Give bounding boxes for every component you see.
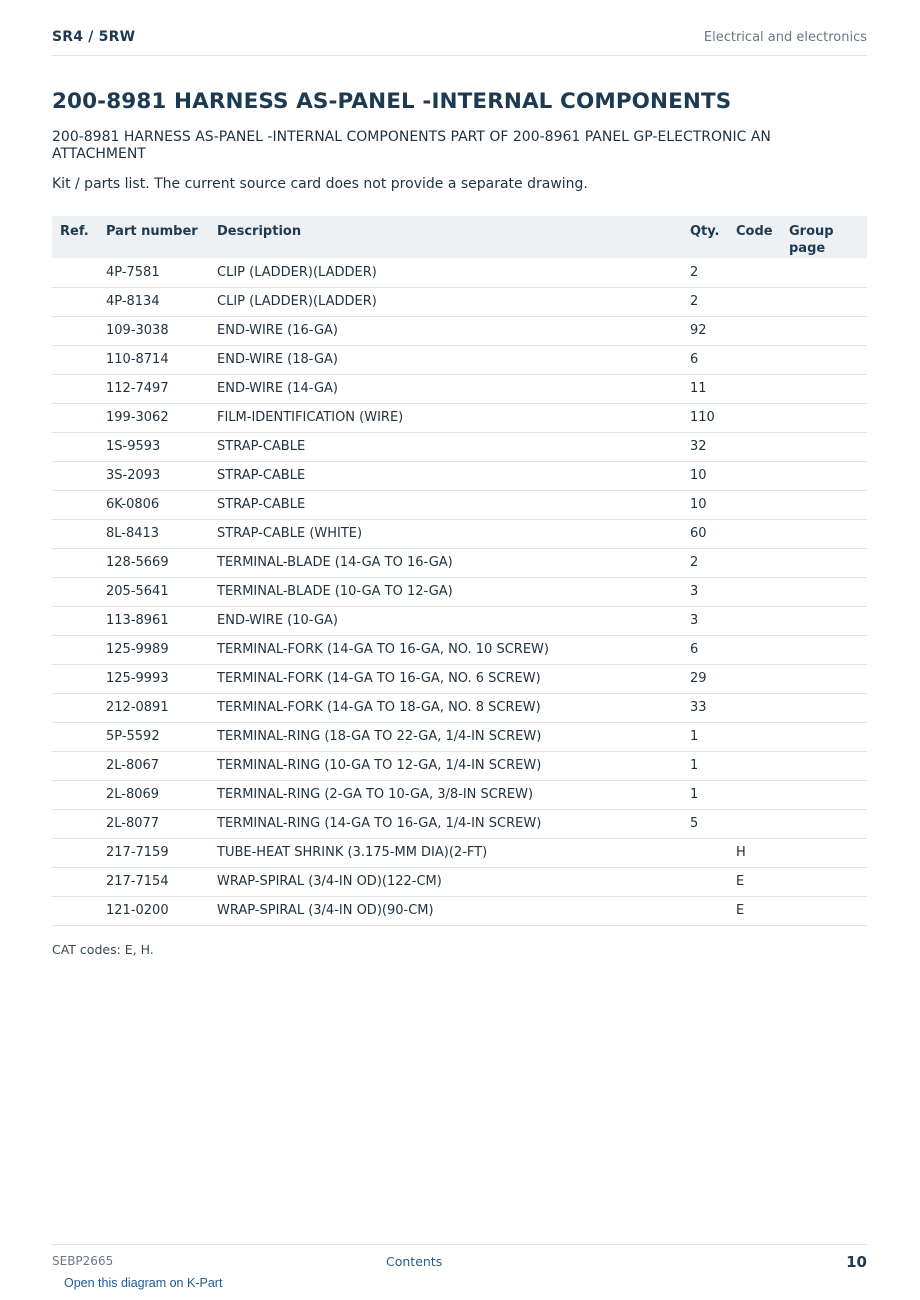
code-cell xyxy=(728,751,781,780)
ref-cell xyxy=(52,548,98,577)
ref-cell xyxy=(52,664,98,693)
table-row xyxy=(52,606,867,635)
page-footer xyxy=(52,1244,867,1275)
part-number-cell: 2L-8067 xyxy=(98,751,209,780)
code-cell xyxy=(728,693,781,722)
description-cell: STRAP-CABLE (WHITE) xyxy=(209,519,682,548)
code-cell xyxy=(728,432,781,461)
table-row xyxy=(52,635,867,664)
table-row xyxy=(52,548,867,577)
description-cell: END-WIRE (10-GA) xyxy=(209,606,682,635)
qty-cell: 110 xyxy=(682,403,728,432)
ref-cell xyxy=(52,490,98,519)
code-cell xyxy=(728,345,781,374)
group-page-cell xyxy=(781,374,867,403)
group-page-cell xyxy=(781,722,867,751)
table-row xyxy=(52,664,867,693)
part-number-cell: 109-3038 xyxy=(98,316,209,345)
code-cell xyxy=(728,258,781,287)
group-page-cell xyxy=(781,403,867,432)
code-cell xyxy=(728,722,781,751)
qty-cell: 6 xyxy=(682,635,728,664)
table-row xyxy=(52,374,867,403)
table-row xyxy=(52,258,867,287)
code-cell xyxy=(728,664,781,693)
group-page-cell xyxy=(781,258,867,287)
col-header-description: Description xyxy=(217,224,302,239)
part-number-cell: 2L-8069 xyxy=(98,780,209,809)
model-label: SR4 / 5RW xyxy=(52,29,136,45)
table-row xyxy=(52,722,867,751)
qty-cell: 2 xyxy=(682,287,728,316)
description-cell: END-WIRE (18-GA) xyxy=(209,345,682,374)
group-page-cell xyxy=(781,316,867,345)
group-page-cell xyxy=(781,461,867,490)
table-row xyxy=(52,693,867,722)
description-cell: WRAP-SPIRAL (3/4-IN OD)(90-CM) xyxy=(209,896,682,925)
open-kpart-link[interactable]: Open this diagram on K-Part xyxy=(64,1276,223,1290)
qty-cell: 6 xyxy=(682,345,728,374)
part-number-cell: 112-7497 xyxy=(98,374,209,403)
qty-cell: 1 xyxy=(682,722,728,751)
qty-cell: 3 xyxy=(682,577,728,606)
group-page-cell xyxy=(781,577,867,606)
part-number-cell: 3S-2093 xyxy=(98,461,209,490)
code-cell: E xyxy=(728,867,781,896)
table-row xyxy=(52,432,867,461)
part-number-cell: 199-3062 xyxy=(98,403,209,432)
code-cell xyxy=(728,490,781,519)
group-page-cell xyxy=(781,519,867,548)
table-row xyxy=(52,867,867,896)
group-page-cell xyxy=(781,345,867,374)
part-number-cell: 205-5641 xyxy=(98,577,209,606)
description-cell: TERMINAL-BLADE (14-GA TO 16-GA) xyxy=(209,548,682,577)
group-page-cell xyxy=(781,867,867,896)
code-cell xyxy=(728,780,781,809)
group-page-cell xyxy=(781,693,867,722)
part-number-cell: 110-8714 xyxy=(98,345,209,374)
part-number-cell: 217-7159 xyxy=(98,838,209,867)
parts-table xyxy=(52,216,867,926)
ref-cell xyxy=(52,896,98,925)
qty-cell: 32 xyxy=(682,432,728,461)
table-row xyxy=(52,403,867,432)
part-number-cell: 2L-8077 xyxy=(98,809,209,838)
page-header xyxy=(52,28,867,56)
ref-cell xyxy=(52,258,98,287)
ref-cell xyxy=(52,693,98,722)
qty-cell xyxy=(682,867,728,896)
parts-table-body xyxy=(52,258,867,925)
ref-cell xyxy=(52,722,98,751)
description-cell: STRAP-CABLE xyxy=(209,461,682,490)
group-page-cell xyxy=(781,548,867,577)
group-page-cell xyxy=(781,896,867,925)
ref-cell xyxy=(52,432,98,461)
group-page-cell xyxy=(781,780,867,809)
part-number-cell: 8L-8413 xyxy=(98,519,209,548)
group-page-cell xyxy=(781,490,867,519)
description-cell: TERMINAL-RING (2-GA TO 10-GA, 3/8-IN SCREW) xyxy=(209,780,682,809)
col-header-qty: Qty. xyxy=(690,224,720,239)
group-page-cell xyxy=(781,635,867,664)
ref-cell xyxy=(52,287,98,316)
document-id: SEBP2665 xyxy=(52,1254,114,1268)
table-row xyxy=(52,809,867,838)
code-cell: H xyxy=(728,838,781,867)
code-cell xyxy=(728,548,781,577)
description-cell: TERMINAL-FORK (14-GA TO 16-GA, NO. 6 SCREW) xyxy=(209,664,682,693)
group-page-cell xyxy=(781,432,867,461)
ref-cell xyxy=(52,838,98,867)
contents-link[interactable]: Contents xyxy=(386,1254,443,1269)
description-cell: CLIP (LADDER)(LADDER) xyxy=(209,287,682,316)
part-number-cell: 5P-5592 xyxy=(98,722,209,751)
col-header-ref: Ref. xyxy=(60,224,89,239)
source-note: Kit / parts list. The current source card does not provide a separate drawing. xyxy=(52,176,588,192)
description-cell: TERMINAL-RING (18-GA TO 22-GA, 1/4-IN SCREW) xyxy=(209,722,682,751)
code-cell xyxy=(728,577,781,606)
qty-cell: 10 xyxy=(682,461,728,490)
ref-cell xyxy=(52,461,98,490)
description-cell: TERMINAL-RING (14-GA TO 16-GA, 1/4-IN SCREW) xyxy=(209,809,682,838)
qty-cell: 3 xyxy=(682,606,728,635)
qty-cell: 29 xyxy=(682,664,728,693)
table-row xyxy=(52,287,867,316)
ref-cell xyxy=(52,867,98,896)
part-number-cell: 212-0891 xyxy=(98,693,209,722)
qty-cell: 2 xyxy=(682,548,728,577)
code-cell: E xyxy=(728,896,781,925)
qty-cell: 1 xyxy=(682,780,728,809)
code-cell xyxy=(728,374,781,403)
part-number-cell: 125-9989 xyxy=(98,635,209,664)
ref-cell xyxy=(52,780,98,809)
group-page-cell xyxy=(781,606,867,635)
part-number-cell: 4P-8134 xyxy=(98,287,209,316)
code-cell xyxy=(728,519,781,548)
code-cell xyxy=(728,403,781,432)
ref-cell xyxy=(52,635,98,664)
part-number-cell: 128-5669 xyxy=(98,548,209,577)
group-page-cell xyxy=(781,809,867,838)
page-subtitle: 200-8981 HARNESS AS-PANEL -INTERNAL COMPONENTS PART OF 200-8961 PANEL GP-ELECTRONIC AN ATTACHMENT xyxy=(52,129,771,162)
col-header-group-page: Group page xyxy=(789,224,834,256)
code-cell xyxy=(728,461,781,490)
code-cell xyxy=(728,606,781,635)
part-number-cell: 113-8961 xyxy=(98,606,209,635)
description-cell: TUBE-HEAT SHRINK (3.175-MM DIA)(2-FT) xyxy=(209,838,682,867)
description-cell: WRAP-SPIRAL (3/4-IN OD)(122-CM) xyxy=(209,867,682,896)
description-cell: TERMINAL-FORK (14-GA TO 16-GA, NO. 10 SCREW) xyxy=(209,635,682,664)
ref-cell xyxy=(52,606,98,635)
description-cell: TERMINAL-FORK (14-GA TO 18-GA, NO. 8 SCREW) xyxy=(209,693,682,722)
page-title: 200-8981 HARNESS AS-PANEL -INTERNAL COMPONENTS xyxy=(52,89,732,114)
section-label: Electrical and electronics xyxy=(703,30,867,45)
table-row xyxy=(52,519,867,548)
ref-cell xyxy=(52,316,98,345)
part-number-cell: 121-0200 xyxy=(98,896,209,925)
cat-codes-note: CAT codes: E, H. xyxy=(52,942,154,957)
code-cell xyxy=(728,635,781,664)
ref-cell xyxy=(52,403,98,432)
part-number-cell: 4P-7581 xyxy=(98,258,209,287)
table-row xyxy=(52,838,867,867)
table-row xyxy=(52,345,867,374)
description-cell: CLIP (LADDER)(LADDER) xyxy=(209,258,682,287)
description-cell: STRAP-CABLE xyxy=(209,432,682,461)
code-cell xyxy=(728,287,781,316)
part-number-cell: 217-7154 xyxy=(98,867,209,896)
group-page-cell xyxy=(781,287,867,316)
table-row xyxy=(52,780,867,809)
ref-cell xyxy=(52,345,98,374)
group-page-cell xyxy=(781,751,867,780)
col-header-code: Code xyxy=(736,224,773,239)
qty-cell: 60 xyxy=(682,519,728,548)
qty-cell: 10 xyxy=(682,490,728,519)
qty-cell: 92 xyxy=(682,316,728,345)
table-header-row xyxy=(52,216,867,258)
group-page-cell xyxy=(781,664,867,693)
page-number: 10 xyxy=(846,1253,867,1271)
qty-cell: 5 xyxy=(682,809,728,838)
description-cell: END-WIRE (14-GA) xyxy=(209,374,682,403)
description-cell: FILM-IDENTIFICATION (WIRE) xyxy=(209,403,682,432)
qty-cell: 2 xyxy=(682,258,728,287)
group-page-cell xyxy=(781,838,867,867)
description-cell: STRAP-CABLE xyxy=(209,490,682,519)
qty-cell: 33 xyxy=(682,693,728,722)
ref-cell xyxy=(52,374,98,403)
table-row xyxy=(52,316,867,345)
table-row xyxy=(52,461,867,490)
qty-cell: 1 xyxy=(682,751,728,780)
qty-cell xyxy=(682,896,728,925)
description-cell: TERMINAL-BLADE (10-GA TO 12-GA) xyxy=(209,577,682,606)
ref-cell xyxy=(52,519,98,548)
part-number-cell: 6K-0806 xyxy=(98,490,209,519)
code-cell xyxy=(728,316,781,345)
code-cell xyxy=(728,809,781,838)
qty-cell xyxy=(682,838,728,867)
table-row xyxy=(52,751,867,780)
table-row xyxy=(52,577,867,606)
ref-cell xyxy=(52,577,98,606)
qty-cell: 11 xyxy=(682,374,728,403)
part-number-cell: 125-9993 xyxy=(98,664,209,693)
col-header-part-number: Part number xyxy=(106,224,198,239)
table-row xyxy=(52,490,867,519)
description-cell: END-WIRE (16-GA) xyxy=(209,316,682,345)
part-number-cell: 1S-9593 xyxy=(98,432,209,461)
table-row xyxy=(52,896,867,925)
description-cell: TERMINAL-RING (10-GA TO 12-GA, 1/4-IN SCREW) xyxy=(209,751,682,780)
ref-cell xyxy=(52,809,98,838)
ref-cell xyxy=(52,751,98,780)
